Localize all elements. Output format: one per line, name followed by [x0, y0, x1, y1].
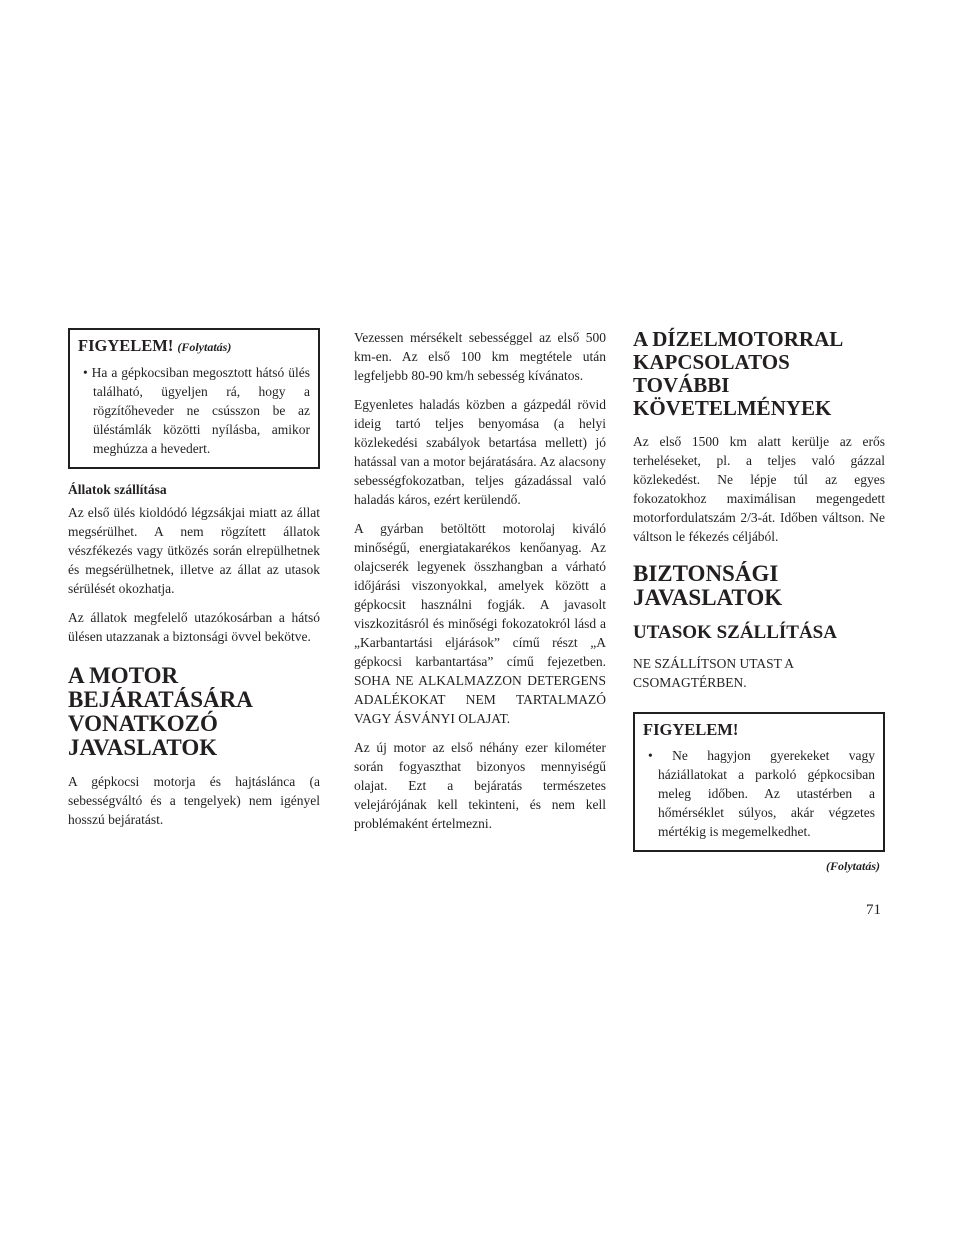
subsection-heading-passengers: UTASOK SZÁLLÍTÁSA: [633, 622, 837, 643]
paragraph: Az új motor az első néhány ezer kilométer során fogyaszthat bizonyos mennyiségű olajat. Ezt a bejáratás természetes velejárójának kell tekinteni, és nem kell problémaként értelmezni.: [354, 740, 606, 831]
paragraph: A gyárban betöltött motorolaj kiváló minőségű, energiatakarékos kenőanyag. Az olajcserék legyenek összhangban a várható időjárási viszonyokkal, amelyek között a gépkocsit használni fogják. A javasolt viszkozitásról és minőségi fokozatokról lásd a „Karbantartási eljárások” című részt „A gépkocsi karbantartása” című fejezetben. SOHA NE ALKALMAZZON DETERGENS ADALÉKOKAT NEM TARTALMAZÓ VAGY ÁSVÁNYI OLAJAT.: [354, 521, 606, 726]
paragraph: A gépkocsi motorja és hajtáslánca (a sebességváltó és a tengelyek) nem igényel hosszú bejáratást.: [68, 774, 320, 827]
subheading-animal-transport: Állatok szállítása: [68, 482, 167, 497]
right-column: [633, 328, 885, 874]
heading-line: JAVASLATOK: [633, 585, 783, 610]
warning-title: FIGYELEM!: [643, 720, 739, 739]
warning-title: FIGYELEM!: [78, 336, 174, 355]
continued-label: (Folytatás): [177, 340, 232, 354]
paragraph: NE SZÁLLÍTSON UTAST A CSOMAGTÉRBEN.: [633, 656, 794, 690]
heading-line: BEJÁRATÁSÁRA: [68, 687, 253, 712]
section-heading-engine-break-in: [68, 664, 320, 760]
warning-box: [633, 712, 885, 852]
warning-bullet: • Ha a gépkocsiban megosztott hátsó ülés található, ügyeljen rá, hogy a rögzítőheveder ne csússzon be az üléstámlák közötti nyílásba, amikor meghúzza a hevedert.: [83, 365, 310, 456]
section-heading-diesel: [633, 328, 885, 420]
paragraph: Az első 1500 km alatt kerülje az erős terheléseket, pl. a teljes való gázzal közlekedést. Ne lépje túl az egyes fokozatokhoz maximálisan megengedett motorfordulatszám 2/3-át. Időben váltson. Ne váltson le fékezés céljából.: [633, 434, 885, 544]
warning-box-continued: [68, 328, 320, 469]
heading-line: A DÍZELMOTORRAL: [633, 327, 844, 351]
continued-label: (Folytatás): [826, 859, 880, 873]
paragraph: Egyenletes haladás közben a gázpedál rövid ideig tartó teljes benyomása (a helyi közlekedési szabályok betartása mellett) jó hatással van a motor bejáratására. Az alacsony sebességfokozatban, teljes gázadással való haladás káros, ezért kerülendő.: [354, 397, 606, 507]
heading-line: VONATKOZÓ: [68, 711, 218, 736]
warning-header: [78, 336, 310, 357]
heading-line: KÖVETELMÉNYEK: [633, 396, 832, 420]
page-number: 71: [866, 902, 881, 918]
left-column: [68, 328, 320, 839]
middle-column: [354, 328, 606, 843]
heading-line: BIZTONSÁGI: [633, 561, 779, 586]
heading-line: JAVASLATOK: [68, 735, 218, 760]
heading-line: KAPCSOLATOS TOVÁBBI: [633, 350, 790, 397]
section-heading-safety-tips: [633, 562, 885, 610]
heading-line: A MOTOR: [68, 663, 179, 688]
paragraph: Vezessen mérsékelt sebességgel az első 500 km-en. Az első 100 km megtétele után legfeljebb 80-90 km/h sebesség kívánatos.: [354, 330, 606, 383]
paragraph: Az első ülés kioldódó légzsákjai miatt az állat megsérülhet. A nem rögzített állatok vészfékezés vagy ütközés során elrepülhetnek és megsérülhetnek, illetve az állat az utasok sérülését okozhatja.: [68, 505, 320, 596]
paragraph: Az állatok megfelelő utazókosárban a hátsó ülésen utazzanak a biztonsági övvel bekötve.: [68, 610, 320, 644]
warning-bullet: • Ne hagyjon gyerekeket vagy háziállatokat a parkoló gépkocsiban meleg időben. Az utastérben a hőmérséklet súlyos, akár végzetes mértékig is megemelkedhet.: [648, 748, 875, 839]
